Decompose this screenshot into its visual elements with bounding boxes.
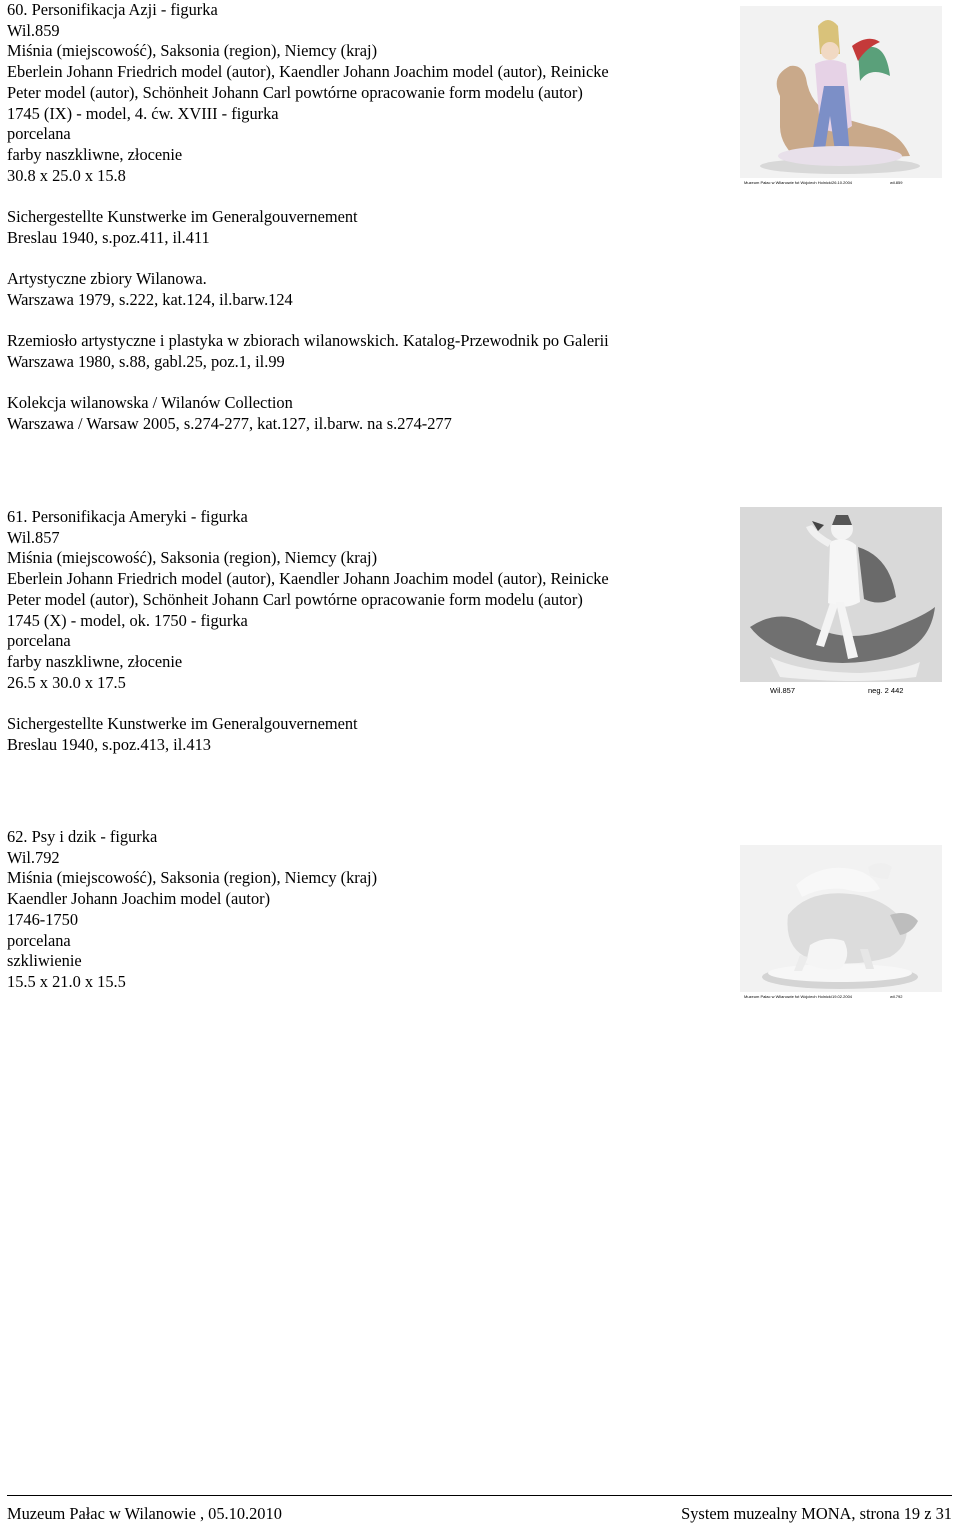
reference-1-details: Breslau 1940, s.poz.413, il.413 — [7, 734, 211, 754]
reference-3-details: Warszawa 1980, s.88, gabl.25, poz.1, il.99 — [7, 351, 285, 371]
material: porcelana — [7, 930, 71, 950]
authors-line-1: Eberlein Johann Friedrich model (autor), Kaendler Johann Joachim model (autor), Reinicke — [7, 569, 609, 589]
catalog-entry-62 — [7, 827, 377, 993]
reference-2-details: Warszawa 1979, s.222, kat.124, il.barw.124 — [7, 289, 293, 309]
dimensions: 26.5 x 30.0 x 17.5 — [7, 672, 126, 692]
reference-1-title: Sichergestellte Kunstwerke im Generalgouvernement — [7, 207, 358, 227]
photo-caption-inventory: wil.792 — [890, 994, 903, 999]
dating: 1745 (X) - model, ok. 1750 - figurka — [7, 610, 248, 630]
inventory-number: Wil.859 — [7, 20, 60, 40]
reference-2-title: Artystyczne zbiory Wilanowa. — [7, 269, 207, 289]
dating: 1745 (IX) - model, 4. ćw. XVIII - figurka — [7, 103, 279, 123]
reference-4-details: Warszawa / Warsaw 2005, s.274-277, kat.127, il.barw. na s.274-277 — [7, 414, 452, 433]
reference-1-details: Breslau 1940, s.poz.411, il.411 — [7, 227, 210, 247]
photo-caption-inventory: Wil.857 — [770, 686, 796, 695]
technique: farby naszkliwne, złocenie — [7, 144, 183, 164]
dating: 1746-1750 — [7, 909, 79, 929]
footer-page-number: System muzealny MONA, strona 19 z 31 — [681, 1504, 952, 1523]
photo-caption-negative: neg. 2 442 — [868, 686, 904, 695]
authors-line-1: Eberlein Johann Friedrich model (autor), Kaendler Johann Joachim model (autor), Reinicke — [7, 62, 609, 82]
photo-caption-museum: Muzeum Pałac w Wilanowie fot Wojciech Holnicki — [744, 994, 832, 999]
material: porcelana — [7, 124, 71, 144]
inventory-number: Wil.792 — [7, 847, 60, 867]
inventory-number: Wil.857 — [7, 527, 60, 547]
technique: farby naszkliwne, złocenie — [7, 651, 183, 671]
entry-title: 60. Personifikacja Azji - figurka — [7, 0, 218, 19]
photo-caption-museum: Muzeum Pałac w Wilanowie fot Wojciech Holnicki — [744, 180, 832, 185]
catalog-entry-60 — [7, 0, 609, 435]
origin-place: Miśnia (miejscowość), Saksonia (region), Niemcy (kraj) — [7, 868, 378, 888]
footer-museum-date: Muzeum Pałac w Wilanowie , 05.10.2010 — [7, 1504, 282, 1523]
photo-caption-date: 19.02.2004 — [832, 994, 853, 999]
origin-place: Miśnia (miejscowość), Saksonia (region), Niemcy (kraj) — [7, 41, 378, 61]
reference-3-title: Rzemiosło artystyczne i plastyka w zbiorach wilanowskich. Katalog-Przewodnik po Galerii — [7, 331, 609, 351]
entry-title: 61. Personifikacja Ameryki - figurka — [7, 507, 248, 526]
authors-line-1: Kaendler Johann Joachim model (autor) — [7, 889, 271, 909]
photo-caption-date: 26.10.2004 — [832, 180, 853, 185]
photo-asia-figurine — [740, 6, 942, 186]
technique: szkliwienie — [7, 951, 82, 971]
authors-line-2: Peter model (autor), Schönheit Johann Carl powtórne opracowanie form modelu (autor) — [7, 589, 583, 609]
origin-place: Miśnia (miejscowość), Saksonia (region), Niemcy (kraj) — [7, 548, 378, 568]
entry-title: 62. Psy i dzik - figurka — [7, 827, 158, 846]
photo-america-figurine — [740, 507, 942, 697]
authors-line-2: Peter model (autor), Schönheit Johann Carl powtórne opracowanie form modelu (autor) — [7, 82, 583, 102]
material: porcelana — [7, 631, 71, 651]
reference-4-title: Kolekcja wilanowska / Wilanów Collection — [7, 393, 293, 413]
page-footer — [7, 1495, 952, 1523]
dimensions: 30.8 x 25.0 x 15.8 — [7, 165, 126, 185]
photo-caption-inventory: wil.859 — [890, 180, 903, 185]
dimensions: 15.5 x 21.0 x 15.5 — [7, 971, 126, 991]
catalog-entry-61 — [7, 507, 609, 755]
photo-dogs-and-boar-figurine — [740, 845, 942, 1000]
reference-1-title: Sichergestellte Kunstwerke im Generalgouvernement — [7, 714, 358, 734]
